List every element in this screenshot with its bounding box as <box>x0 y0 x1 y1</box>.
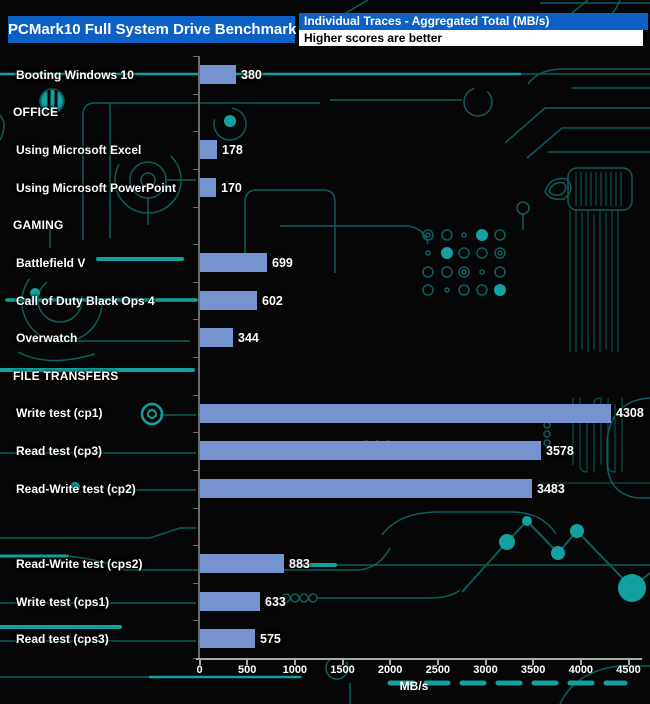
y-axis-tick <box>193 395 198 396</box>
section-header-row <box>0 94 650 132</box>
bar <box>200 253 267 272</box>
bar <box>200 404 611 423</box>
y-axis-tick <box>193 470 198 471</box>
row-label: Booting Windows 10 <box>16 67 134 82</box>
row-label: Read test (cps3) <box>16 632 109 647</box>
bar-row <box>0 169 650 207</box>
bar-value: 344 <box>238 331 259 346</box>
bar-row <box>0 432 650 470</box>
bar <box>200 328 233 347</box>
legend-note: Higher scores are better <box>299 30 643 46</box>
y-axis-tick <box>193 357 198 358</box>
chart-title: PCMark10 Full System Drive Benchmark <box>8 16 295 43</box>
bar-row <box>0 319 650 357</box>
bar-row <box>0 395 650 433</box>
y-axis-tick <box>193 244 198 245</box>
bar-value: 602 <box>262 293 283 308</box>
row-label: Overwatch <box>16 331 78 346</box>
y-axis-tick <box>193 131 198 132</box>
row-label: Write test (cp1) <box>16 406 103 421</box>
bar-value: 699 <box>272 255 293 270</box>
bar-row <box>0 131 650 169</box>
bar-row <box>0 470 650 508</box>
y-axis-tick <box>193 583 198 584</box>
row-label: Read-Write test (cps2) <box>16 556 143 571</box>
x-axis-tick-label: 500 <box>237 664 257 676</box>
bar <box>200 291 257 310</box>
y-axis-tick <box>193 319 198 320</box>
row-label: Write test (cps1) <box>16 594 110 609</box>
y-axis-tick <box>193 620 198 621</box>
bar-row <box>0 56 650 94</box>
bar <box>200 178 216 197</box>
bar-value: 3578 <box>546 444 574 459</box>
section-label: GAMING <box>13 218 64 233</box>
y-axis-tick <box>193 545 198 546</box>
bar-value: 633 <box>265 594 286 609</box>
x-axis-tick-label: 0 <box>196 664 203 676</box>
y-axis-tick <box>193 282 198 283</box>
bar-row <box>0 583 650 621</box>
row-label: Call of Duty Black Ops 4 <box>16 293 155 308</box>
bar <box>200 629 255 648</box>
row-label: Read test (cp3) <box>16 444 103 459</box>
row-label: Using Microsoft PowerPoint <box>16 180 177 195</box>
row-label: Using Microsoft Excel <box>16 143 142 158</box>
section-header-row <box>0 357 650 395</box>
x-axis-tick-label: 3500 <box>520 664 546 676</box>
x-axis-tick-label: 4500 <box>616 664 641 676</box>
bar <box>200 479 532 498</box>
x-axis-tick-label: 4000 <box>568 664 594 676</box>
x-axis-line <box>196 658 642 660</box>
legend-box <box>299 13 648 46</box>
bar-value: 380 <box>241 67 262 82</box>
section-label: OFFICE <box>13 105 59 120</box>
x-axis-tick-label: 3000 <box>473 664 498 676</box>
x-axis-tick-label: 2000 <box>377 664 403 676</box>
bar-value: 3483 <box>537 481 565 496</box>
y-axis-tick <box>193 94 198 95</box>
row-label: Read-Write test (cp2) <box>16 481 136 496</box>
y-axis-tick <box>193 207 198 208</box>
section-header-row <box>0 207 650 245</box>
bar-value: 883 <box>289 556 310 571</box>
y-axis-line <box>198 56 200 659</box>
x-axis-tick-label: 1000 <box>282 664 308 676</box>
section-label: FILE TRANSFERS <box>13 368 119 383</box>
bar-row <box>0 282 650 320</box>
bar-value: 575 <box>260 632 281 647</box>
bar <box>200 554 284 573</box>
y-axis-tick <box>193 169 198 170</box>
bar <box>200 592 260 611</box>
y-axis-tick <box>193 432 198 433</box>
bar-value: 4308 <box>616 406 644 421</box>
bar-row <box>0 620 650 658</box>
bar <box>200 65 236 84</box>
bar-value: 178 <box>222 143 243 158</box>
spacer-row <box>0 508 650 546</box>
y-axis-tick <box>193 56 198 57</box>
legend-title: Individual Traces - Aggregated Total (MB/s) <box>299 13 648 30</box>
bar-row <box>0 244 650 282</box>
y-axis-tick <box>193 508 198 509</box>
row-label: Battlefield V <box>16 255 86 270</box>
chart-rows <box>0 56 650 659</box>
x-axis-tick-label: 1500 <box>330 664 355 676</box>
bar-value: 170 <box>221 180 242 195</box>
bar-row <box>0 545 650 583</box>
x-axis-label: MB/s <box>399 679 429 693</box>
x-axis-tick-label: 2500 <box>425 664 451 676</box>
bar <box>200 441 541 460</box>
bar <box>200 140 217 159</box>
